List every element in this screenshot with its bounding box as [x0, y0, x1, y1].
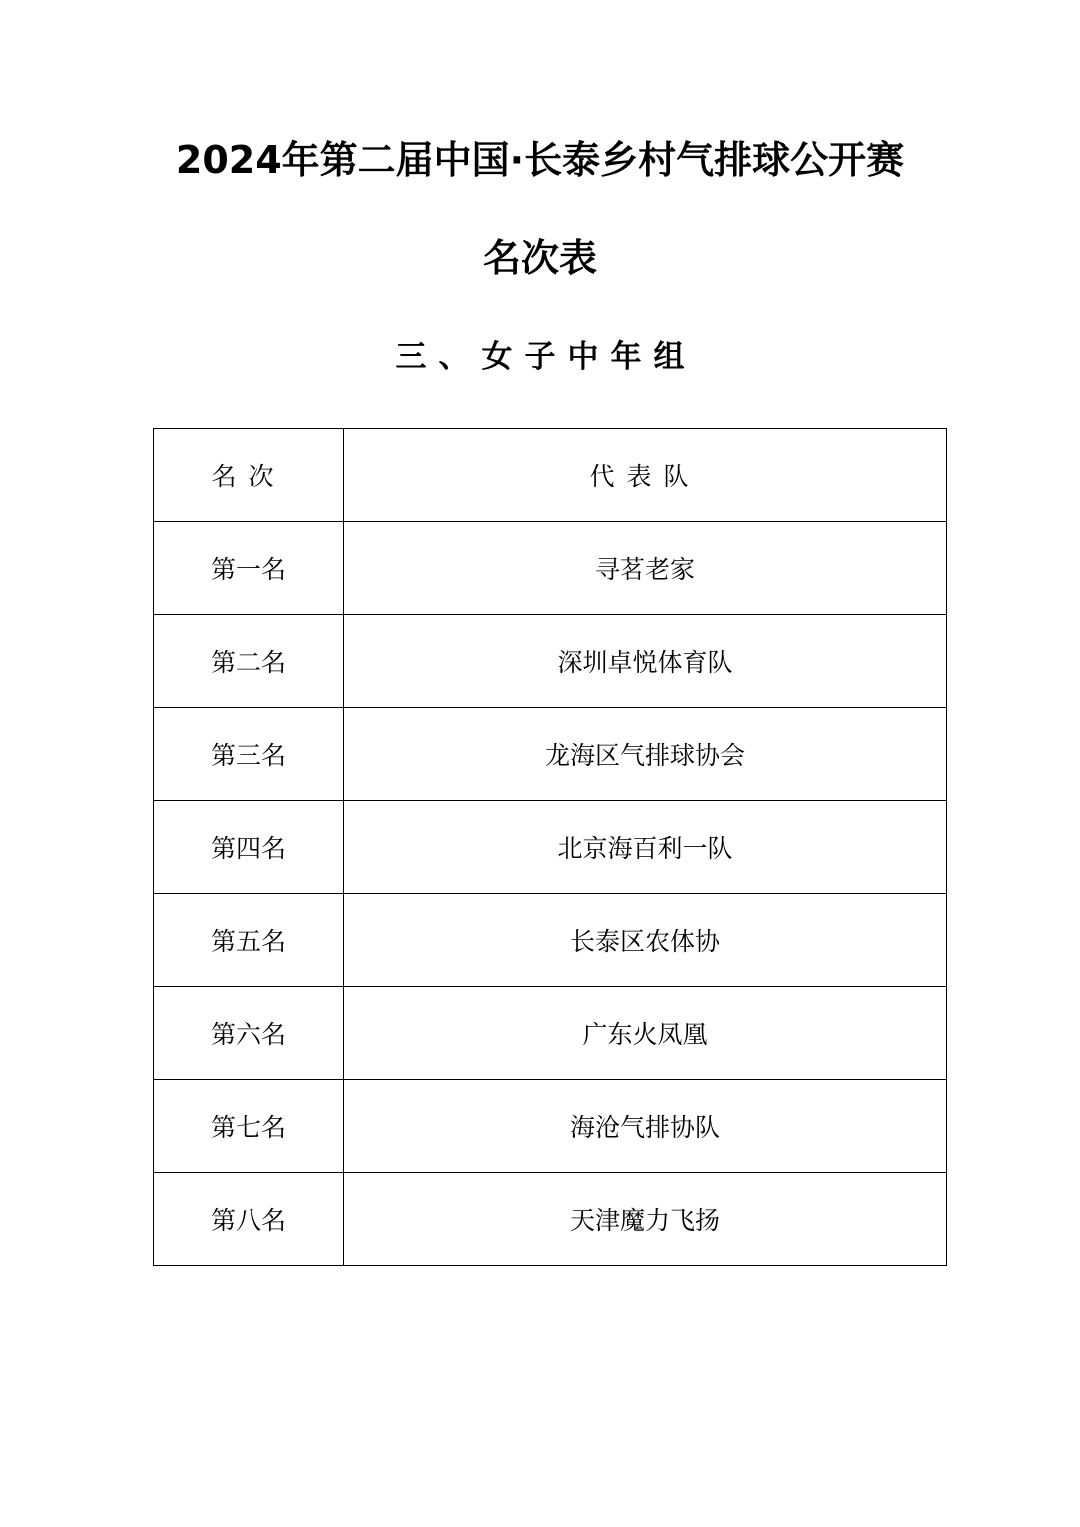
table-row — [154, 1173, 947, 1266]
rank-cell: 第八名 — [154, 1173, 344, 1266]
table-row — [154, 801, 947, 894]
team-cell: 海沧气排协队 — [344, 1080, 947, 1173]
team-cell: 天津魔力飞扬 — [344, 1173, 947, 1266]
team-cell: 长泰区农体协 — [344, 894, 947, 987]
rank-cell: 第六名 — [154, 987, 344, 1080]
header-team: 代表队 — [344, 429, 947, 522]
team-cell: 深圳卓悦体育队 — [344, 615, 947, 708]
team-cell: 北京海百利一队 — [344, 801, 947, 894]
table-row — [154, 615, 947, 708]
table-row — [154, 708, 947, 801]
rank-cell: 第四名 — [154, 801, 344, 894]
header-rank: 名次 — [154, 429, 344, 522]
page-title: 2024年第二届中国·长泰乡村气排球公开赛 — [175, 138, 905, 182]
rank-cell: 第七名 — [154, 1080, 344, 1173]
group-heading: 三、女子中年组 — [395, 339, 697, 375]
team-cell: 龙海区气排球协会 — [344, 708, 947, 801]
team-cell: 寻茗老家 — [344, 522, 947, 615]
ranking-table — [153, 428, 947, 1266]
team-cell: 广东火凤凰 — [344, 987, 947, 1080]
rank-cell: 第二名 — [154, 615, 344, 708]
table-header-row — [154, 429, 947, 522]
page-subtitle: 名次表 — [482, 236, 597, 280]
table-row — [154, 987, 947, 1080]
rank-cell: 第一名 — [154, 522, 344, 615]
rank-cell: 第三名 — [154, 708, 344, 801]
table-row — [154, 1080, 947, 1173]
table-row — [154, 522, 947, 615]
rank-cell: 第五名 — [154, 894, 344, 987]
table-row — [154, 894, 947, 987]
